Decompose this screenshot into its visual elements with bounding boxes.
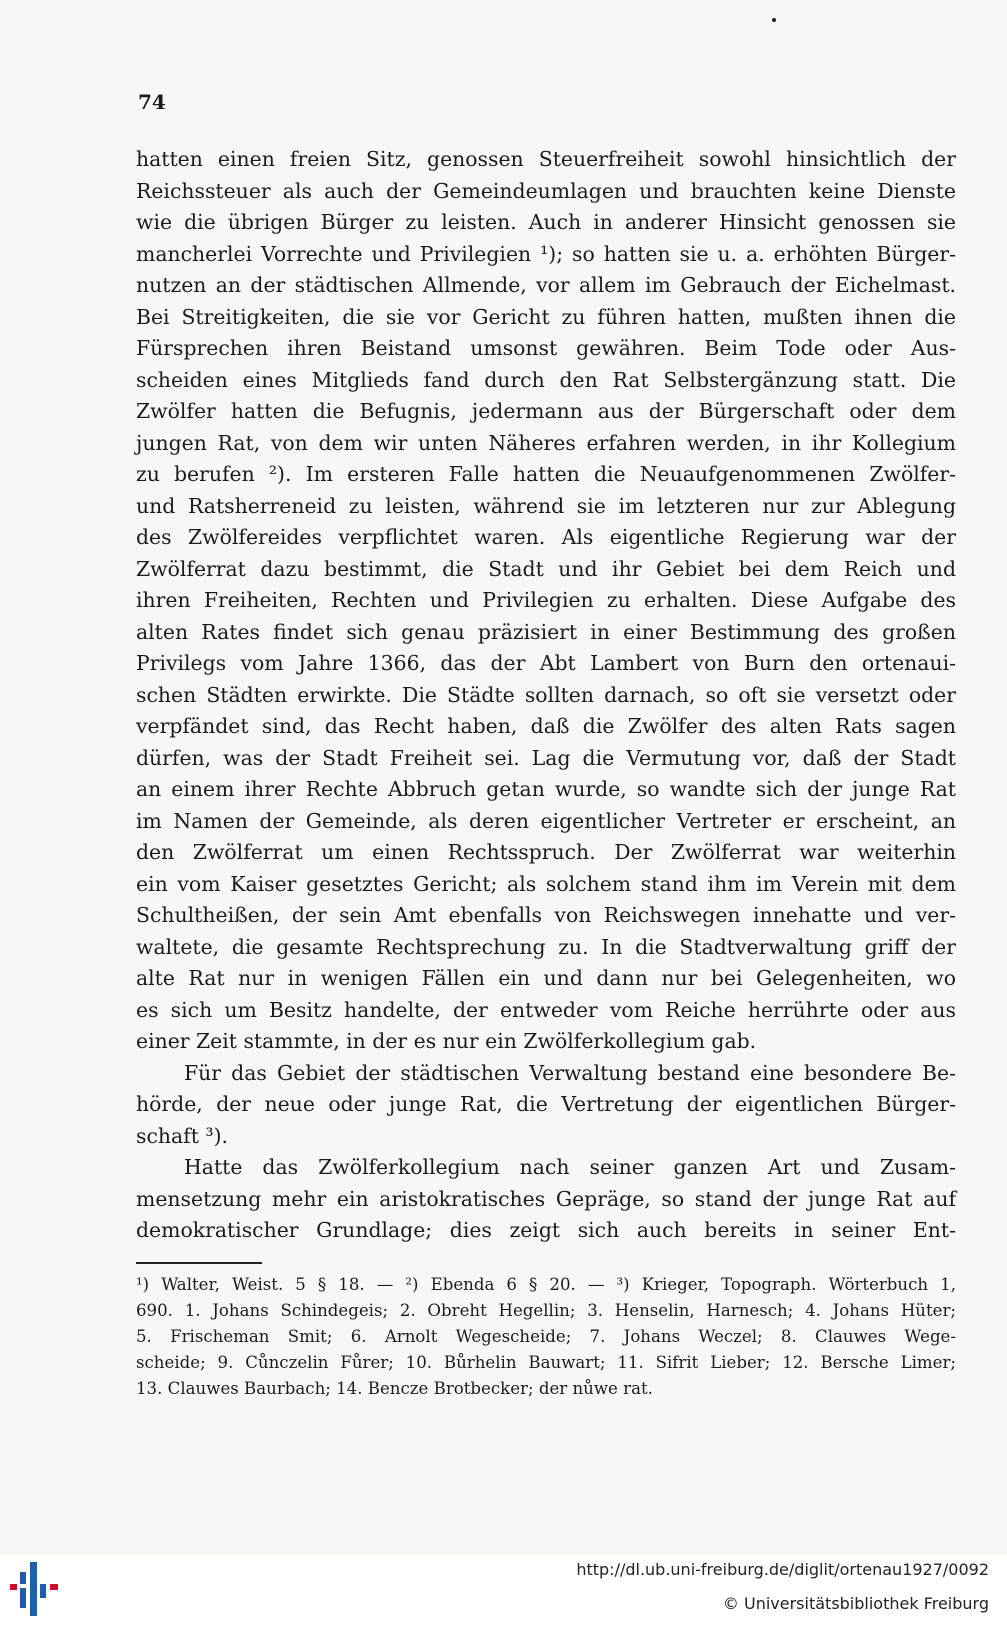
- text-line: ihren Freiheiten, Rechten und Privilegien zu erhalten. Diese Aufgabe des: [136, 588, 956, 612]
- text-line: Bei Streitigkeiten, die sie vor Gericht zu führen hatten, mußten ihnen die: [136, 304, 956, 329]
- main-text: [136, 144, 956, 1247]
- text-line: alte Rat nur in wenigen Fällen ein und dann nur bei Gelegenheiten, wo: [136, 966, 956, 990]
- text-line: Fürsprechen ihren Beistand umsonst gewähren. Beim Tode oder Aus-: [136, 336, 956, 360]
- text-line: Zwölfer hatten die Befugnis, jedermann aus der Bürgerschaft oder dem: [136, 399, 956, 423]
- text-line: waltete, die gesamte Rechtsprechung zu. In die Stadtverwaltung griff der: [136, 934, 956, 959]
- speck: [772, 18, 776, 22]
- paragraph-2: [136, 1058, 956, 1153]
- text-line: jungen Rat, von dem wir unten Näheres erfahren werden, in ihr Kollegium: [136, 430, 956, 455]
- text-line: verpfändet sind, das Recht haben, daß die Zwölfer des alten Rats sagen: [136, 714, 956, 738]
- text-line: hörde, der neue oder junge Rat, die Vertretung der eigentlichen Bürger-: [136, 1092, 956, 1116]
- text-line: es sich um Besitz handelte, der entweder vom Reiche herrührte oder aus: [136, 997, 956, 1022]
- text-line: nutzen an der städtischen Allmende, vor allem im Gebrauch der Eichelmast.: [136, 273, 956, 297]
- text-line: an einem ihrer Rechte Abbruch getan wurde, so wandte sich der junge Rat: [136, 777, 956, 801]
- library-logo-icon: [6, 1558, 62, 1620]
- footnotes: [136, 1272, 956, 1402]
- text-line: Schultheißen, der sein Amt ebenfalls von Reichswegen innehatte und ver-: [136, 903, 956, 927]
- source-url-link[interactable]: http://dl.ub.uni-freiburg.de/diglit/ortenau1927/0092: [576, 1560, 989, 1579]
- text-line: Zwölferrat dazu bestimmt, die Stadt und ihr Gebiet bei dem Reich und: [136, 556, 956, 581]
- text-line: den Zwölferrat um einen Rechtsspruch. Der Zwölferrat war weiterhin: [136, 840, 956, 864]
- text-line: Reichssteuer als auch der Gemeindeumlagen und brauchten keine Dienste: [136, 178, 956, 203]
- text-line: schaft ³).: [136, 1123, 229, 1148]
- footnote-line: ¹) Walter, Weist. 5 § 18. — ²) Ebenda 6 § 20. — ³) Krieger, Topograph. Wörterbuch 1,: [136, 1275, 956, 1294]
- text-line: demokratischer Grundlage; dies zeigt sich auch bereits in seiner Ent-: [136, 1218, 956, 1242]
- paragraph-1: [136, 144, 956, 1058]
- footnote-line: 690. 1. Johans Schindegeis; 2. Obreht Hegellin; 3. Henselin, Harnesch; 4. Johans Hüter;: [136, 1301, 956, 1320]
- footnote-line: scheide; 9. Cůnczelin Fůrer; 10. Bůrhelin Bauwart; 11. Sifrit Lieber; 12. Bersche Limer;: [136, 1353, 956, 1372]
- text-line: dürfen, was der Stadt Freiheit sei. Lag die Vermutung vor, daß der Stadt: [136, 745, 956, 770]
- text-line: mensetzung mehr ein aristokratisches Gepräge, so stand der junge Rat auf: [136, 1186, 956, 1211]
- text-line: Hatte das Zwölferkollegium nach seiner ganzen Art und Zusam-: [184, 1155, 956, 1179]
- text-line: des Zwölfereides verpflichtet waren. Als eigentliche Regierung war der: [136, 525, 956, 549]
- text-line: Privilegs vom Jahre 1366, das der Abt Lambert von Burn den ortenaui-: [136, 651, 956, 675]
- paragraph-3: [136, 1152, 956, 1247]
- text-line: ein vom Kaiser gesetztes Gericht; als solchem stand ihm im Verein mit dem: [136, 871, 956, 896]
- text-line: einer Zeit stammte, in der es nur ein Zwölferkollegium gab.: [136, 1029, 757, 1053]
- text-line: wie die übrigen Bürger zu leisten. Auch in anderer Hinsicht genossen sie: [136, 210, 956, 234]
- footnote-divider: [136, 1262, 262, 1264]
- text-line: Für das Gebiet der städtischen Verwaltung bestand eine besondere Be-: [184, 1060, 956, 1085]
- text-line: alten Rates findet sich genau präzisiert in einer Bestimmung des großen: [136, 619, 956, 644]
- text-line: und Ratsherreneid zu leisten, während sie im letzteren nur zur Ablegung: [136, 493, 956, 518]
- footnote-line: 13. Clauwes Baurbach; 14. Bencze Brotbecker; der nůwe rat.: [136, 1379, 653, 1398]
- text-line: mancherlei Vorrechte und Privilegien ¹); so hatten sie u. a. erhöhten Bürger-: [136, 241, 956, 266]
- text-line: zu berufen ²). Im ersteren Falle hatten die Neuaufgenommenen Zwölfer-: [136, 462, 956, 486]
- text-line: im Namen der Gemeinde, als deren eigentlicher Vertreter er erscheint, an: [136, 808, 956, 833]
- footnote-line: 5. Frischeman Smit; 6. Arnolt Wegescheide; 7. Johans Weczel; 8. Clauwes Wege-: [136, 1327, 956, 1346]
- copyright-notice: © Universitätsbibliothek Freiburg: [722, 1594, 989, 1613]
- text-line: schen Städten erwirkte. Die Städte sollten darnach, so oft sie versetzt oder: [136, 682, 956, 707]
- text-line: scheiden eines Mitglieds fand durch den Rat Selbstergänzung statt. Die: [136, 367, 956, 392]
- text-line: hatten einen freien Sitz, genossen Steuerfreiheit sowohl hinsichtlich der: [136, 147, 956, 171]
- page-number: 74: [138, 90, 166, 114]
